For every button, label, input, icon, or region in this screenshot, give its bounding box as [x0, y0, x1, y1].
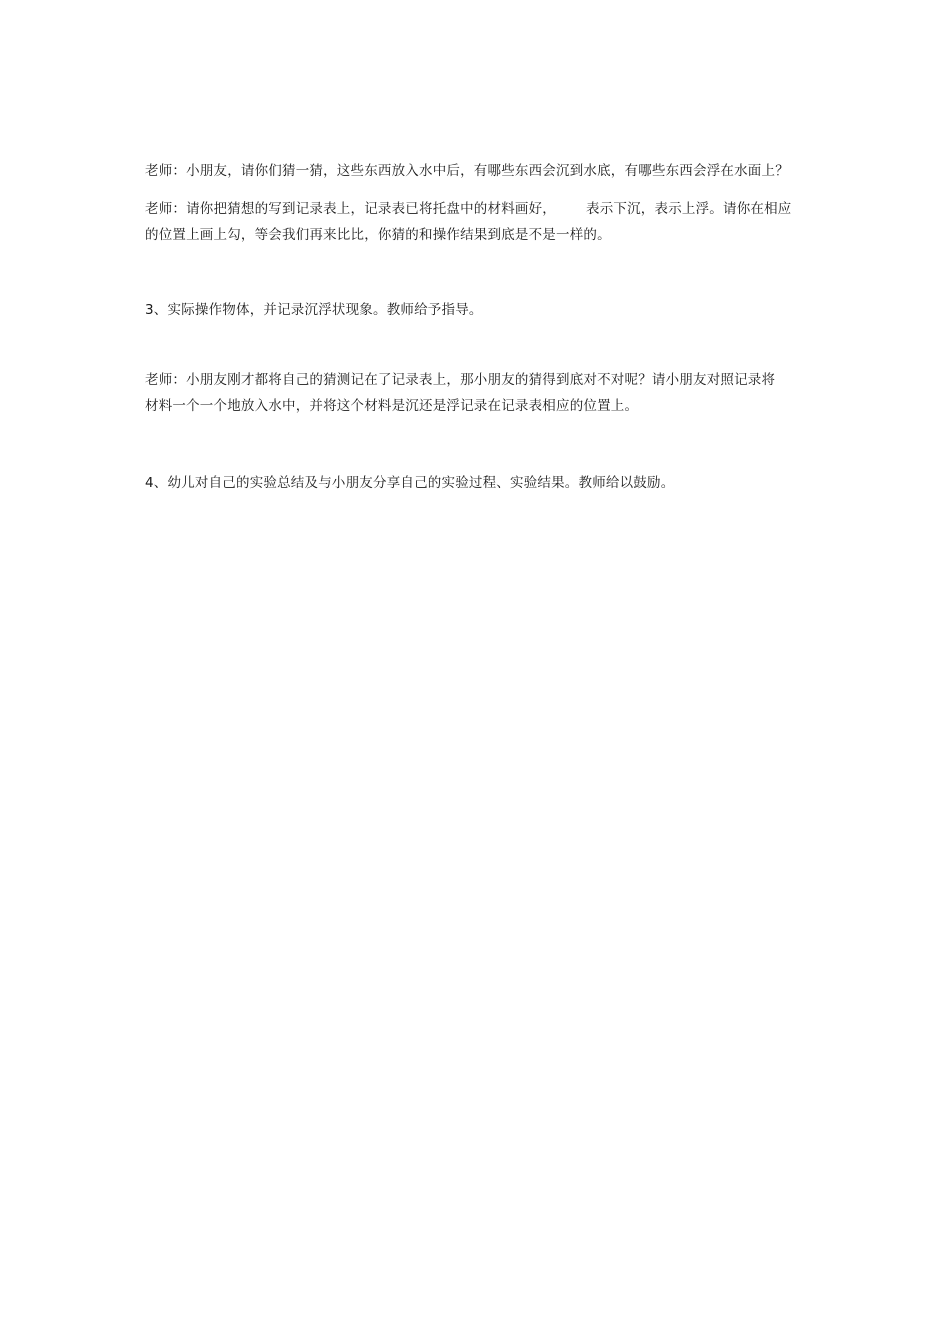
text-line: 老师：小朋友刚才都将自己的猜测记在了记录表上，那小朋友的猜得到底对不对呢？请小朋友对照记录将	[145, 372, 776, 388]
step-text: 、实际操作物体，并记录沉浮状现象。教师给予指导。	[153, 302, 483, 318]
text-segment: 老师：请你把猜想的写到记录表上，记录表已将托盘中的材料画好，	[145, 201, 556, 217]
paragraph-teacher-instruction	[145, 196, 813, 248]
paragraph-step-4	[145, 470, 813, 496]
text-line	[145, 297, 813, 323]
paragraph-teacher-guidance	[145, 367, 813, 419]
text-line	[145, 196, 813, 222]
text-line: 老师：小朋友，请你们猜一猜，这些东西放入水中后，有哪些东西会沉到水底，有哪些东西会浮在水面上？	[145, 163, 789, 179]
text-line	[145, 470, 813, 496]
text-segment: 表示下沉，表示上浮。请你在相应	[586, 201, 792, 217]
step-text: 、幼儿对自己的实验总结及与小朋友分享自己的实验过程、实验结果。教师给以鼓励。	[153, 475, 675, 491]
paragraph-step-3	[145, 297, 813, 323]
step-number: 4	[145, 475, 154, 491]
text-line: 材料一个一个地放入水中，并将这个材料是沉还是浮记录在记录表相应的位置上。	[145, 398, 639, 414]
step-number: 3	[145, 302, 154, 318]
text-line: 的位置上画上勾，等会我们再来比比，你猜的和操作结果到底是不是一样的。	[145, 227, 611, 243]
paragraph-teacher-question	[145, 158, 813, 184]
